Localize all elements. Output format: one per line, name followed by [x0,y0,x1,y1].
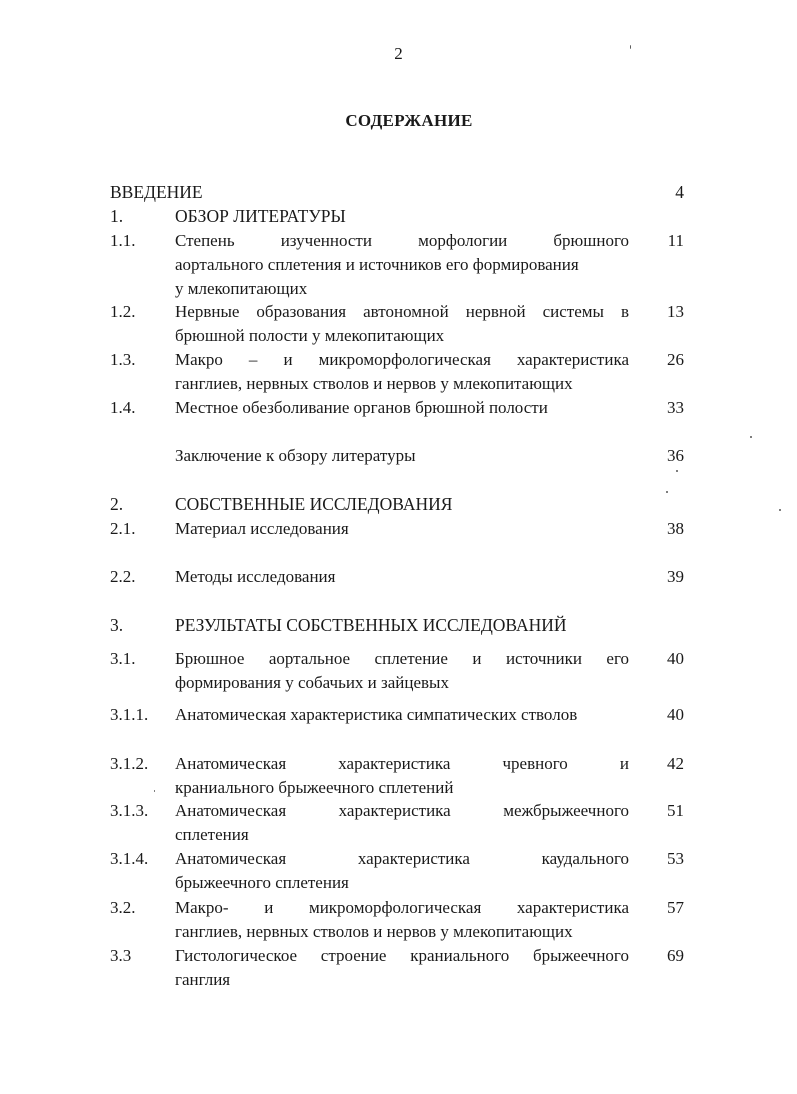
toc-entry-text [175,300,629,348]
toc-entry-number: 3.3 [110,946,132,965]
scan-speck [750,436,752,438]
toc-entry-line: Брюшное аортальное сплетение и источники его [175,649,629,668]
toc-entry-line: Макро – и микроморфологическая характеристика [175,350,629,369]
toc-entry-line: Методы исследования [175,567,336,586]
toc-entry-number: 3.2. [110,898,136,917]
toc-entry-text [175,565,629,589]
toc-entry-line: Гистологическое строение краниального брыжеечного [175,946,629,965]
toc-entry-line: ганглия [175,970,231,989]
toc-entry-line: Макро- и микроморфологическая характеристика [175,898,629,917]
toc-entry-number: 2.1. [110,519,136,538]
toc-entry-page: 33 [667,398,684,417]
toc-entry-line: краниального брыжеечного сплетений [175,778,454,797]
toc-entry-text: ВВЕДЕНИЕ [110,182,203,202]
toc-entry-line: брюшной полости у млекопитающих [175,326,445,345]
toc-entry-line: Заключение к обзору литературы [175,446,416,465]
page-number: 2 [394,44,403,63]
toc-entry-text [175,492,629,516]
toc-entry-text [175,348,629,396]
toc-entry-text [175,517,629,541]
toc-entry-number: 3.1.1. [110,705,149,724]
page-title: СОДЕРЖАНИЕ [345,111,473,130]
toc-entry-text [175,799,629,847]
scan-speck [676,470,678,472]
toc-entry-number: 1.3. [110,350,136,369]
toc-entry-line: Анатомическая характеристика чревного и [175,754,629,773]
toc-entry-text [175,847,629,895]
toc-entry-line: аортального сплетения и источников его формирования [175,255,579,274]
toc-entry-number: 1.2. [110,302,136,321]
toc-entry-text [175,444,629,468]
toc-entry-line: РЕЗУЛЬТАТЫ СОБСТВЕННЫХ ИССЛЕДОВАНИЙ [175,615,567,635]
toc-entry-text [175,752,629,800]
toc-entry-page: 11 [667,231,684,250]
toc-entry-line: Анатомическая характеристика каудального [175,849,629,868]
toc-entry-number: 1.1. [110,231,136,250]
toc-entry-line: Материал исследования [175,519,349,538]
toc-entry-page: 39 [667,567,684,586]
toc-entry-text [175,613,645,637]
toc-entry-line: СОБСТВЕННЫЕ ИССЛЕДОВАНИЯ [175,494,453,514]
toc-entry-number: 3.1.4. [110,849,149,868]
toc-entry-number: 3.1.3. [110,801,149,820]
toc-entry-page: 42 [667,754,684,773]
toc-entry-text [175,396,629,420]
toc-entry-page: 69 [667,946,684,965]
toc-entry-text [175,647,629,695]
toc-entry-line: Нервные образования автономной нервной системы в [175,302,629,321]
toc-entry-page: 57 [667,898,684,917]
toc-entry-line: Анатомическая характеристика симпатических стволов [175,705,578,724]
toc-entry-text [175,703,629,727]
toc-entry-text [175,944,629,992]
toc-entry-line: Степень изученности морфологии брюшного [175,231,629,250]
toc-entry-line: формирования у собачьих и зайцевых [175,673,449,692]
toc-entry-page: 26 [667,350,684,369]
toc-entry-page: 40 [667,649,684,668]
toc-entry-text [175,896,629,944]
toc-entry-text [175,204,629,228]
toc-entry-line: брыжеечного сплетения [175,873,349,892]
scan-speck [779,509,781,511]
toc-entry-number: 1. [110,206,124,226]
scan-speck [666,491,668,493]
toc-entry-line: ганглиев, нервных стволов и нервов у млекопитающих [175,374,573,393]
toc-entry-line: Местное обезболивание органов брюшной полости [175,398,548,417]
toc-entry-page: 38 [667,519,684,538]
toc-entry-line: Анатомическая характеристика межбрыжеечного [175,801,629,820]
toc-entry-number: 3.1.2. [110,754,149,773]
toc-entry-number: 3. [110,615,124,635]
toc-entry-line: у млекопитающих [175,279,308,298]
scan-speck [630,45,631,49]
toc-entry-number: 1.4. [110,398,136,417]
toc-entry-page: 36 [667,446,684,465]
toc-entry-line: ОБЗОР ЛИТЕРАТУРЫ [175,206,346,226]
toc-entry-page: 13 [667,302,684,321]
toc-entry-number: 2.2. [110,567,136,586]
scan-speck [154,790,155,792]
toc-entry-page: 4 [675,182,684,202]
toc-entry-line: ганглиев, нервных стволов и нервов у млекопитающих [175,922,573,941]
toc-entry-page: 53 [667,849,684,868]
toc-entry-line: сплетения [175,825,249,844]
toc-entry-text [175,229,629,301]
toc-entry-page: 51 [667,801,684,820]
toc-entry-page: 40 [667,705,684,724]
toc-entry-number: 2. [110,494,124,514]
toc-entry-number: 3.1. [110,649,136,668]
